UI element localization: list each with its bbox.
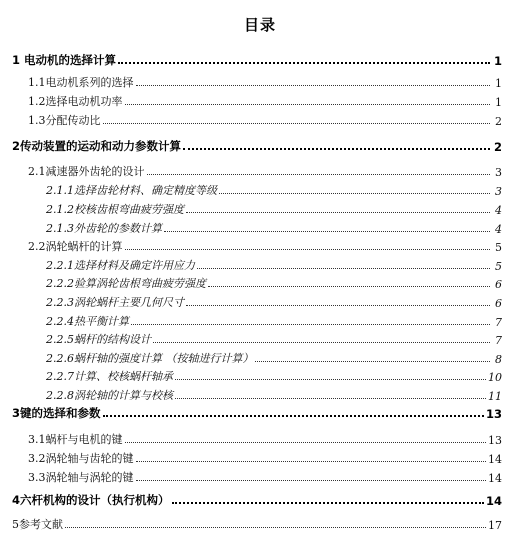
toc-entry-page-number: 2 (493, 140, 502, 154)
toc-entry-page-number: 13 (488, 434, 502, 447)
dot-leader (118, 62, 490, 64)
dot-leader (186, 305, 490, 306)
toc-entry-label: 2.2涡轮蜗杆的计算 (28, 240, 123, 253)
toc-entry[interactable] (28, 91, 502, 109)
toc-entry-page-number: 5 (495, 260, 502, 273)
toc-entry-label: 2.2.7计算、校核蜗杆轴承 (46, 370, 173, 383)
toc-entry-label: 2.1.1选择齿轮材料、确定精度等级 (46, 184, 217, 197)
dot-leader (136, 480, 487, 481)
toc-entry-label: 3键的选择和参数 (12, 406, 101, 420)
toc-entry[interactable] (12, 136, 502, 154)
dot-leader (103, 123, 491, 124)
toc-entry-label: 3.3涡轮轴与涡轮的键 (28, 471, 134, 484)
dot-leader (164, 231, 490, 232)
toc-entry[interactable] (12, 514, 502, 532)
toc-entry-page-number: 1 (495, 77, 502, 90)
dot-leader (125, 442, 487, 443)
dot-leader (183, 148, 490, 150)
toc-entry-page-number: 1 (493, 54, 502, 68)
toc-entry-page-number: 7 (495, 316, 502, 329)
toc-entry-page-number: 5 (495, 241, 502, 254)
dot-leader (255, 361, 490, 362)
dot-leader (125, 104, 491, 105)
toc-entry-page-number: 7 (495, 334, 502, 347)
toc-entry-label: 2.2.2验算涡轮齿根弯曲疲劳强度 (46, 277, 206, 290)
toc-entry-label: 2传动装置的运动和动力参数计算 (12, 139, 181, 153)
toc-entry-page-number: 8 (495, 353, 502, 366)
toc-entry-label: 2.2.5蜗杆的结构设计 (46, 333, 151, 346)
dot-leader (219, 193, 490, 194)
toc-entry[interactable] (28, 161, 502, 179)
toc-entry-label: 3.1蜗杆与电机的键 (28, 433, 123, 446)
toc-entry-label: 2.1.3外齿轮的参数计算 (46, 222, 162, 235)
toc-entry-label: 1.3分配传动比 (28, 114, 101, 127)
toc-entry-label: 2.1减速器外齿轮的设计 (28, 165, 145, 178)
dot-leader (172, 502, 484, 504)
toc-entry[interactable] (46, 366, 502, 384)
dot-leader (125, 249, 491, 250)
dot-leader (153, 342, 490, 343)
toc-title: 目录 (243, 16, 276, 34)
toc-entry-label: 2.2.8涡轮轴的计算与校核 (46, 389, 173, 402)
toc-entry[interactable] (28, 429, 502, 447)
toc-entry[interactable] (28, 236, 502, 254)
toc-entry-label: 2.2.1选择材料及确定许用应力 (46, 259, 195, 272)
toc-entry[interactable] (46, 329, 502, 347)
toc-entry[interactable] (28, 72, 502, 90)
toc-entry-page-number: 14 (488, 453, 502, 466)
toc-entry-page-number: 6 (495, 278, 502, 291)
dot-leader (186, 212, 490, 213)
dot-leader (147, 174, 491, 175)
toc-entry-label: 1.1电动机系列的选择 (28, 76, 134, 89)
toc-entry-label: 2.2.6蜗杆轴的强度计算 （按轴进行计算） (46, 352, 254, 365)
dot-leader (197, 268, 490, 269)
toc-entry-page-number: 13 (485, 407, 502, 421)
toc-entry-label: 5参考文献 (12, 518, 63, 531)
toc-entry[interactable] (46, 199, 502, 217)
toc-entry[interactable] (46, 273, 502, 291)
toc-entry-label: 4六杆机构的设计（执行机构） (12, 493, 170, 507)
toc-entry[interactable] (46, 348, 502, 366)
toc-entry[interactable] (28, 110, 502, 128)
toc-entry-page-number: 14 (488, 472, 502, 485)
toc-entry-page-number: 10 (488, 371, 502, 384)
toc-entry-page-number: 4 (495, 204, 502, 217)
toc-entry[interactable] (12, 50, 502, 68)
toc-entry-page-number: 3 (495, 185, 502, 198)
toc-entry[interactable] (46, 218, 502, 236)
toc-entry[interactable] (12, 403, 502, 421)
toc-entry-page-number: 3 (495, 166, 502, 179)
toc-entry-label: 2.2.4热平衡计算 (46, 315, 129, 328)
dot-leader (175, 398, 486, 399)
toc-entry-label: 1.2选择电动机功率 (28, 95, 123, 108)
toc-entry-label: 2.2.3涡轮蜗杆主要几何尺寸 (46, 296, 184, 309)
dot-leader (103, 415, 484, 417)
toc-entry-page-number: 14 (485, 494, 502, 508)
dot-leader (65, 527, 486, 528)
toc-entry-page-number: 2 (495, 115, 502, 128)
toc-entry[interactable] (46, 311, 502, 329)
toc-entry-label: 1 电动机的选择计算 (12, 53, 117, 67)
dot-leader (136, 461, 487, 462)
toc-entry-label: 2.1.2校核齿根弯曲疲劳强度 (46, 203, 184, 216)
toc-entry-page-number: 11 (488, 390, 502, 403)
toc-entry[interactable] (12, 490, 502, 508)
toc-entry-page-number: 6 (495, 297, 502, 310)
toc-entry-page-number: 17 (488, 519, 502, 532)
toc-entry-label: 3.2涡轮轴与齿轮的键 (28, 452, 134, 465)
toc-entry[interactable] (46, 180, 502, 198)
toc-entry[interactable] (46, 292, 502, 310)
dot-leader (208, 286, 490, 287)
dot-leader (131, 324, 490, 325)
toc-entry-page-number: 1 (495, 96, 502, 109)
toc-entry-page-number: 4 (495, 223, 502, 236)
toc-entry[interactable] (28, 467, 502, 485)
dot-leader (175, 379, 486, 380)
dot-leader (136, 85, 491, 86)
toc-entry[interactable] (46, 255, 502, 273)
toc-entry[interactable] (28, 448, 502, 466)
toc-entry[interactable] (46, 385, 502, 403)
